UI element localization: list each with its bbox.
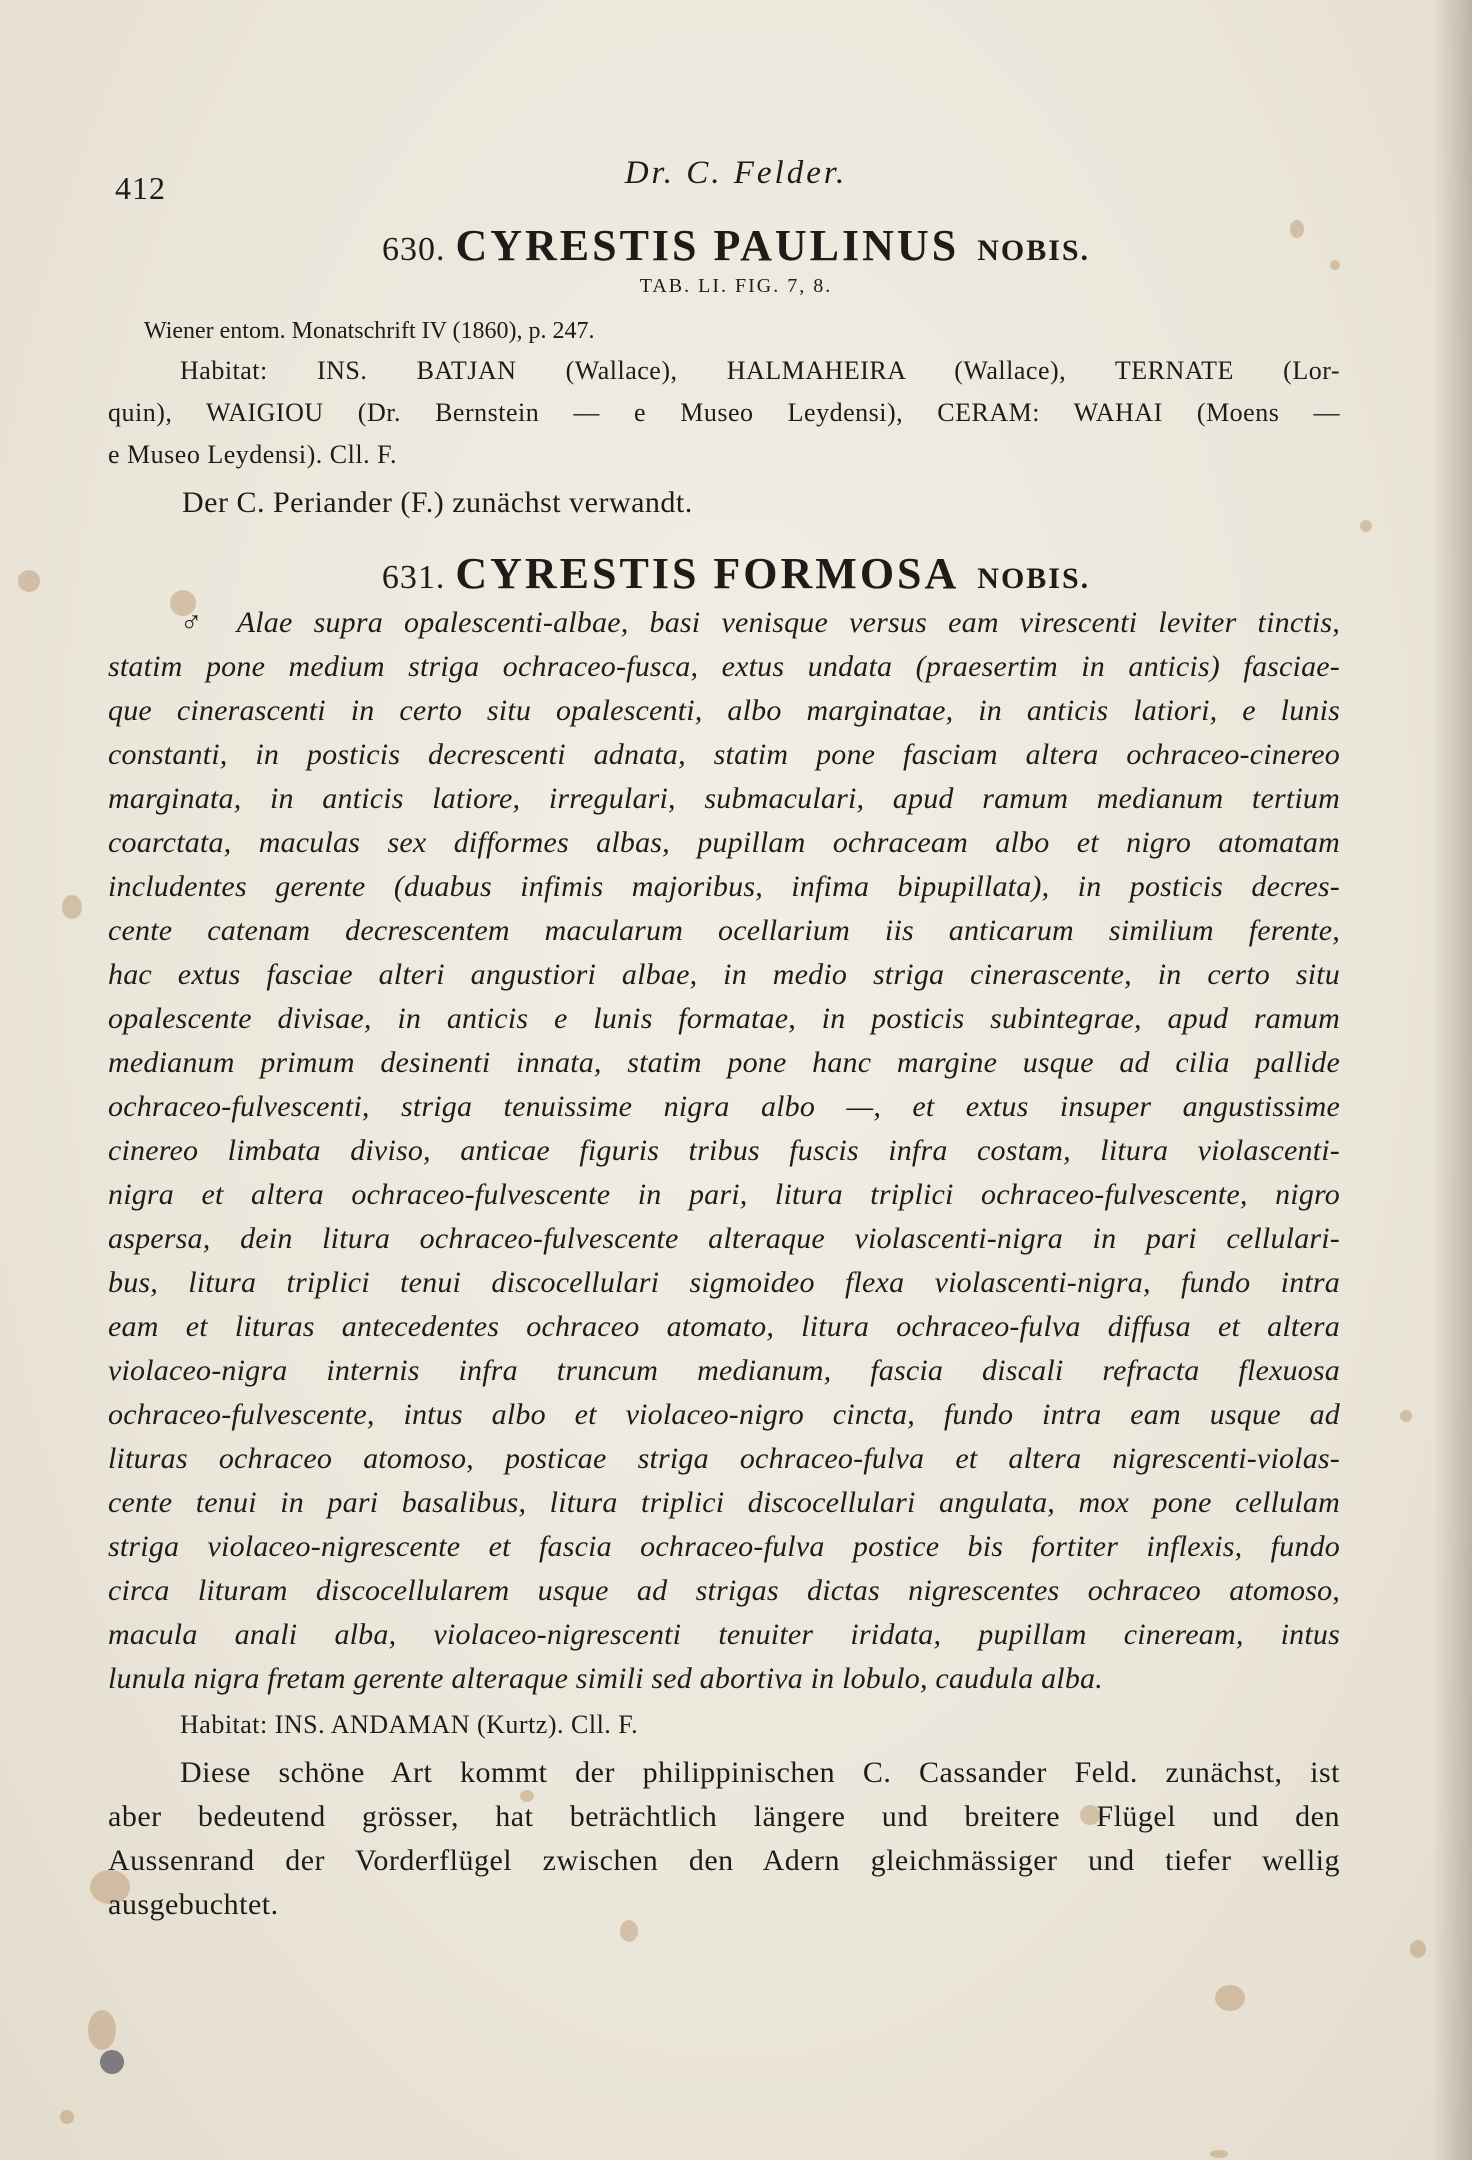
page-number: 412 (115, 170, 166, 206)
page-edge-shadow (1432, 0, 1472, 2160)
remark-line: Diese schöne Art kommt der philippinischen C. Cassander Feld. zunächst, ist (180, 1756, 1340, 1789)
description-line: lunula nigra fretam gerente alteraque simili sed abortiva in lobulo, caudula alba. (108, 1662, 1103, 1695)
remark-line: Aussenrand der Vorderflügel zwischen den Adern gleichmässiger und tiefer wellig (108, 1844, 1340, 1877)
entry-631-heading (0, 548, 1472, 599)
species-author: NOBIS. (977, 234, 1091, 267)
foxing-spot (62, 895, 82, 919)
description-line: aspersa, dein litura ochraceo-fulvescente alteraque violascenti-nigra in pari cellulari- (108, 1222, 1340, 1255)
habitat-line: Habitat: INS. ANDAMAN (Kurtz). Cll. F. (180, 1710, 639, 1739)
page-header (0, 150, 1472, 210)
plate-reference: TAB. LI. FIG. 7, 8. (639, 275, 833, 297)
habitat-line: Habitat: INS. BATJAN (Wallace), HALMAHEIRA (Wallace), TERNATE (Lor- (180, 356, 1340, 385)
foxing-spot (1410, 1940, 1426, 1958)
foxing-spot (1360, 520, 1372, 532)
habitat-line: e Museo Leydensi). Cll. F. (108, 440, 397, 469)
description-line: ochraceo-fulvescente, intus albo et violaceo-nigro cincta, fundo intra eam usque ad (108, 1398, 1340, 1431)
description-line: macula anali alba, violaceo-nigrescenti tenuiter iridata, pupillam cineream, intus (108, 1618, 1340, 1651)
entry-number: 631. (381, 559, 446, 596)
description-line: cente catenam decrescentem macularum ocellarium iis anticarum similium ferente, (108, 914, 1340, 947)
description-line: statim pone medium striga ochraceo-fusca, extus undata (praesertim in anticis) fasciae- (108, 650, 1340, 683)
foxing-spot (1400, 1410, 1412, 1422)
description-line: cente tenui in pari basalibus, litura triplici discocellulari angulata, mox pone cellulam (108, 1486, 1340, 1519)
description-line: ♂ Alae supra opalescenti-albae, basi venisque versus eam virescenti leviter tinctis, (180, 606, 1340, 639)
entry-630-body (108, 318, 1340, 538)
foxing-spot (1210, 2150, 1228, 2158)
description-line: coarctata, maculas sex difformes albas, pupillam ochraceam albo et nigro atomatam (108, 826, 1340, 859)
entry-630-heading (0, 220, 1472, 271)
species-author: NOBIS. (977, 562, 1091, 595)
habitat-line: quin), WAIGIOU (Dr. Bernstein — e Museo Leydensi), CERAM: WAHAI (Moens — (108, 398, 1340, 427)
description-line: circa lituram discocellularem usque ad strigas dictas nigrescentes ochraceo atomoso, (108, 1574, 1340, 1607)
species-name: CYRESTIS PAULINUS (455, 221, 960, 270)
remark-line: ausgebuchtet. (108, 1888, 279, 1921)
description-line: hac extus fasciae alteri angustiori albae, in medio striga cinerascente, in certo situ (108, 958, 1340, 991)
entry-631-remarks (108, 1710, 1340, 1930)
description-line: violaceo-nigra internis infra truncum medianum, fascia discali refracta flexuosa (108, 1354, 1340, 1387)
entry-note: Der C. Periander (F.) zunächst verwandt. (182, 486, 693, 519)
literature-reference: Wiener entom. Monatschrift IV (1860), p. 247. (144, 318, 595, 344)
description-line: opalescente divisae, in anticis e lunis formatae, in posticis subintegrae, apud ramum (108, 1002, 1340, 1035)
description-line: bus, litura triplici tenui discocellulari sigmoideo flexa violascenti-nigra, fundo intra (108, 1266, 1340, 1299)
description-line: medianum primum desinenti innata, statim pone hanc margine usque ad cilia pallide (108, 1046, 1340, 1079)
description-line: nigra et altera ochraceo-fulvescente in pari, litura triplici ochraceo-fulvescente, nigro (108, 1178, 1340, 1211)
description-line: cinereo limbata diviso, anticae figuris tribus fuscis infra costam, litura violascenti- (108, 1134, 1340, 1167)
running-head: Dr. C. Felder. (624, 155, 848, 191)
description-line: ochraceo-fulvescenti, striga tenuissime nigra albo —, et extus insuper angustissime (108, 1090, 1340, 1123)
description-line: lituras ochraceo atomoso, posticae striga ochraceo-fulva et altera nigrescenti-violas- (108, 1442, 1340, 1475)
description-line: eam et lituras antecedentes ochraceo atomato, litura ochraceo-fulva diffusa et altera (108, 1310, 1340, 1343)
description-line: marginata, in anticis latiore, irregulari, submaculari, apud ramum medianum tertium (108, 782, 1340, 815)
foxing-spot (88, 2010, 116, 2050)
foxing-spot (1215, 1985, 1245, 2011)
description-line: striga violaceo-nigrescente et fascia ochraceo-fulva postice bis fortiter inflexis, fundo (108, 1530, 1340, 1563)
remark-line: aber bedeutend grösser, hat beträchtlich längere und breitere Flügel und den (108, 1800, 1340, 1833)
foxing-spot (100, 2050, 124, 2074)
entry-number: 630. (381, 231, 446, 268)
entry-631-description (108, 606, 1340, 1706)
description-line: constanti, in posticis decrescenti adnata, statim pone fasciam altera ochraceo-cinereo (108, 738, 1340, 771)
species-name: CYRESTIS FORMOSA (455, 549, 960, 598)
description-line: includentes gerente (duabus infimis majoribus, infima bipupillata), in posticis decres- (108, 870, 1340, 903)
description-line: que cinerascenti in certo situ opalescenti, albo marginatae, in anticis latiori, e lunis (108, 694, 1340, 727)
foxing-spot (60, 2110, 74, 2124)
